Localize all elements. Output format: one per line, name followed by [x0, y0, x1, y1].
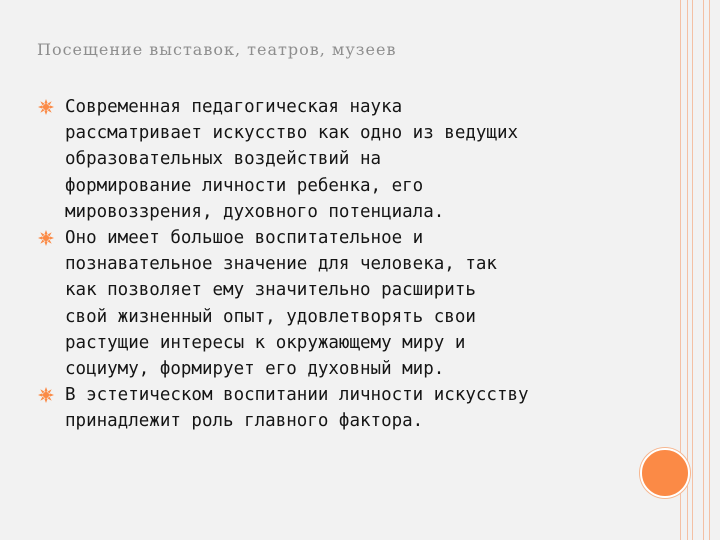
bullet-line: Оно имеет большое воспитательное и	[65, 228, 424, 249]
bullet-line: формирование личности ребенка, его	[65, 175, 424, 196]
bullet-line: В эстетическом воспитании личности искусству	[65, 385, 529, 406]
bullet-item	[38, 94, 638, 225]
bullet-line: принадлежит роль главного фактора.	[65, 411, 424, 432]
decorative-border-line	[709, 0, 710, 540]
sun-bullet-icon	[38, 99, 54, 115]
bullet-line: рассматривает искусство как одно из ведущих	[65, 123, 519, 144]
bullet-line: Современная педагогическая наука	[65, 97, 403, 117]
decorative-border-line	[703, 0, 704, 540]
bullet-line: свой жизненный опыт, удовлетворять свои	[65, 306, 476, 327]
orange-circle-decoration	[640, 448, 690, 498]
bullet-list	[38, 94, 638, 435]
bullet-line: социуму, формирует его духовный мир.	[65, 359, 445, 380]
bullet-line: растущие интересы к окружающему миру и	[65, 332, 466, 353]
sun-bullet-icon	[38, 387, 54, 403]
decorative-border-line	[692, 0, 693, 540]
bullet-item	[38, 382, 638, 434]
bullet-line: как позволяет ему значительно расширить	[65, 280, 476, 301]
slide-title: Посещение выставок, театров, музеев	[37, 40, 397, 59]
bullet-line: познавательное значение для человека, так	[65, 254, 497, 275]
bullet-line: образовательных воздействий на	[65, 149, 382, 170]
bullet-line: мировоззрения, духовного потенциала.	[65, 201, 445, 222]
decorative-border-line	[687, 0, 688, 540]
bullet-item	[38, 225, 638, 382]
sun-bullet-icon	[38, 230, 54, 246]
